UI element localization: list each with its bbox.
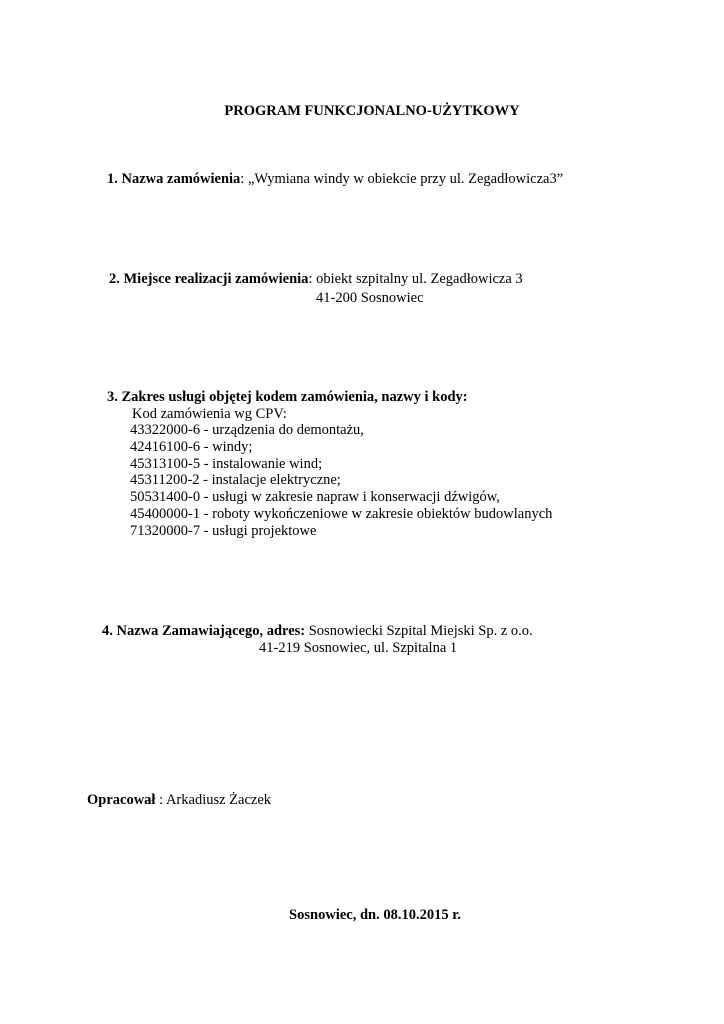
location-address-line2: 41-200 Sosnowiec [316,290,424,306]
cpv-code-item: 50531400-0 - usługi w zakresie napraw i konserwacji dźwigów, [130,489,500,506]
scope-heading: 3. Zakres usługi objętej kodem zamówienia, nazwy i kody: [107,389,468,405]
cpv-code-item: 45313100-5 - instalowanie wind; [130,455,323,472]
location-label: 2. Miejsce realizacji zamówienia [109,271,309,287]
order-name-separator: : [240,171,248,187]
prepared-by [87,792,271,809]
contracting-authority-name: Sosnowiecki Szpital Miejski Sp. z o.o. [305,623,533,639]
cpv-code-list [130,422,552,540]
place-and-date: Sosnowiec, dn. 08.10.2015 r. [289,907,461,923]
prepared-by-name: Arkadiusz Żaczek [165,792,272,808]
contracting-authority-label: 4. Nazwa Zamawiającego, adres: [102,623,306,639]
order-name-label: 1. Nazwa zamówienia [107,171,241,187]
cpv-code-item: 43322000-6 - urządzenia do demontażu, [130,422,364,438]
order-name-value: „Wymiana windy w obiekcie przy ul. Zegadłowicza3” [247,171,564,187]
location-separator: : [308,271,317,287]
section-location [109,271,523,288]
section-order-name [107,171,563,188]
document-title: PROGRAM FUNKCJONALNO-UŻYTKOWY [224,103,520,119]
location-address-line1: obiekt szpitalny ul. Zegadłowicza 3 [316,271,523,287]
prepared-by-label: Opracował [87,792,156,808]
cpv-code-item: 42416100-6 - windy; [130,438,253,455]
cpv-code-item: 45400000-1 - roboty wykończeniowe w zakresie obiektów budowlanych [130,505,553,522]
contracting-authority-address: 41-219 Sosnowiec, ul. Szpitalna 1 [259,640,458,656]
prepared-by-separator: : [155,792,166,808]
section-contracting-authority [102,623,533,640]
cpv-label: Kod zamówienia wg CPV: [132,406,287,422]
cpv-code-item: 71320000-7 - usługi projektowe [130,522,317,539]
cpv-code-item: 45311200-2 - instalacje elektryczne; [130,472,341,489]
